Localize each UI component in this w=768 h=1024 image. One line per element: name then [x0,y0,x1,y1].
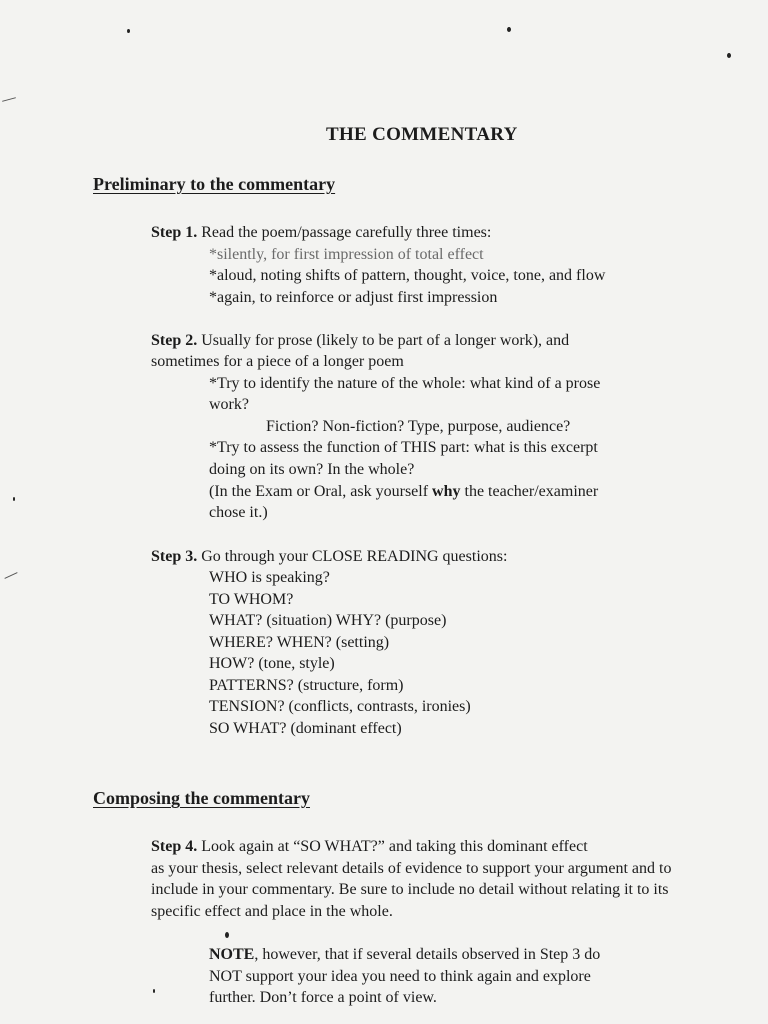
question-who: WHO is speaking? [209,569,330,586]
step-2-line-5: Fiction? Non-fiction? Type, purpose, audience? [266,418,571,435]
step-1-line-1 [151,222,491,243]
step-2-line-8-part-1: (In the Exam or Oral, ask yourself [209,483,433,500]
question-to-whom: TO WHOM? [209,591,294,608]
step-2-line-4: work? [209,396,249,413]
step-4-line-3: include in your commentary. Be sure to include no detail without relating it to its [151,881,669,898]
step-4-line-2: as your thesis, select relevant details of evidence to support your argument and to [151,860,672,877]
section-heading-preliminary: Preliminary to the commentary [93,174,336,194]
step-2-line-9: chose it.) [209,504,268,521]
page-title: THE COMMENTARY [326,124,518,145]
scan-speck [727,53,731,58]
note-line-1 [209,944,600,965]
scan-mark [4,572,17,579]
scan-mark [2,97,16,102]
step-4-label: Step 4. [151,838,198,855]
step-2-line-8 [209,481,598,502]
question-where-when: WHERE? WHEN? (setting) [209,634,390,651]
question-tension: TENSION? (conflicts, contrasts, ironies) [209,698,471,715]
step-1-line-3: *aloud, noting shifts of pattern, thought, voice, tone, and flow [209,267,606,284]
step-2-text: Usually for prose (likely to be part of a longer work), and [197,332,570,349]
step-2-label: Step 2. [151,332,198,349]
step-2-line-8-part-2: the teacher/examiner [460,483,599,500]
step-3-line-1 [151,546,507,567]
emphasis-why: why [432,483,461,500]
step-3-label: Step 3. [151,548,198,565]
scan-speck [127,29,130,33]
scan-speck [225,932,229,938]
step-2-line-3: *Try to identify the nature of the whole: what kind of a prose [209,375,601,392]
question-what-why: WHAT? (situation) WHY? (purpose) [209,612,447,629]
question-how: HOW? (tone, style) [209,655,335,672]
step-2-line-1 [151,330,569,351]
scan-speck [507,27,511,32]
step-1-line-4: *again, to reinforce or adjust first impression [209,289,498,306]
step-2-line-6: *Try to assess the function of THIS part: what is this excerpt [209,439,598,456]
step-4-text: Look again at “SO WHAT?” and taking this dominant effect [197,838,588,855]
step-2-line-7: doing on its own? In the whole? [209,461,415,478]
section-heading-composing: Composing the commentary [93,788,310,808]
step-4-line-4: specific effect and place in the whole. [151,903,393,920]
question-patterns: PATTERNS? (structure, form) [209,677,404,694]
scan-speck [153,989,155,993]
note-text: , however, that if several details observed in Step 3 do [254,946,601,963]
note-line-3: further. Don’t force a point of view. [209,989,437,1006]
step-1-label: Step 1. [151,224,198,241]
step-1-text: Read the poem/passage carefully three times: [197,224,492,241]
step-1-line-2: *silently, for first impression of total effect [209,246,484,263]
scan-speck [13,497,15,501]
question-so-what: SO WHAT? (dominant effect) [209,720,402,737]
step-4-line-1 [151,836,588,857]
note-line-2: NOT support your idea you need to think again and explore [209,968,591,985]
note-label: NOTE [209,946,255,963]
step-3-text: Go through your CLOSE READING questions: [197,548,508,565]
step-2-line-2: sometimes for a piece of a longer poem [151,353,404,370]
